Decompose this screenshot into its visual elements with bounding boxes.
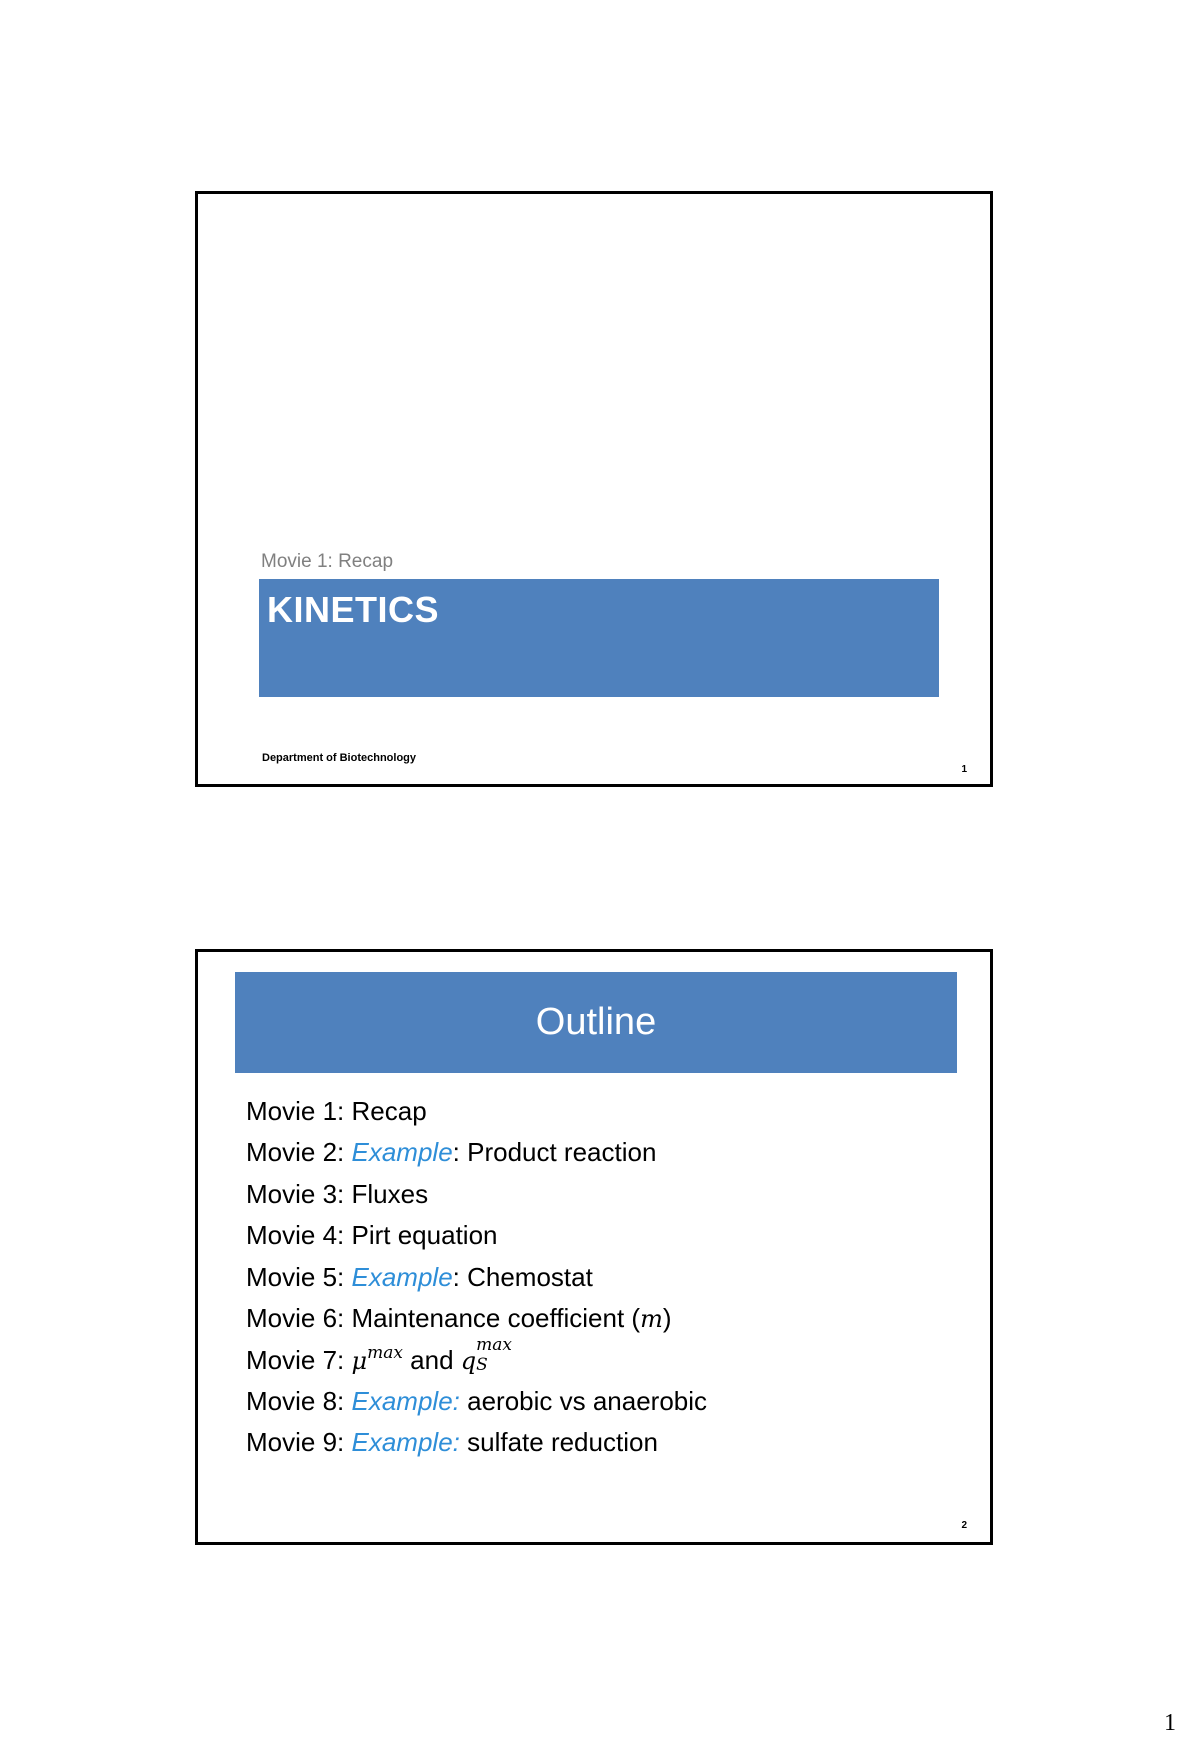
item-text: Recap (351, 1096, 427, 1126)
item-prefix: Movie 6: (246, 1302, 352, 1333)
item-prefix: Movie 5: (246, 1261, 352, 1292)
item-text: sulfate reduction (459, 1427, 658, 1458)
list-item (246, 1381, 707, 1422)
list-item (246, 1422, 707, 1463)
item-highlight: Example: (351, 1427, 460, 1458)
math-subscript: S (476, 1355, 488, 1376)
list-item (246, 1132, 707, 1173)
math-symbol: μ (351, 1347, 368, 1376)
slide-1 (195, 191, 993, 787)
item-text: ) (662, 1302, 672, 1333)
list-item (246, 1174, 707, 1215)
item-highlight: Example (351, 1261, 453, 1292)
item-text: Pirt equation (351, 1220, 498, 1251)
math-superscript: max (476, 1335, 512, 1356)
math-scripts (476, 1335, 512, 1376)
item-prefix: Movie 2: (246, 1137, 352, 1168)
item-prefix: Movie 1: (246, 1096, 352, 1126)
math-superscript: max (367, 1343, 403, 1364)
list-item (246, 1091, 707, 1132)
list-item (246, 1215, 707, 1256)
slide-title: Outline (535, 1001, 657, 1043)
item-text: and (402, 1345, 461, 1376)
item-text: Fluxes (351, 1178, 429, 1209)
item-prefix: Movie 4: (246, 1220, 352, 1251)
item-prefix: Movie 8: (246, 1385, 352, 1416)
page-number: 1 (1164, 1710, 1176, 1736)
title-banner (235, 972, 957, 1073)
item-prefix: Movie 7: (246, 1345, 352, 1376)
slide-title: KINETICS (267, 589, 440, 630)
item-text: Maintenance coefficient ( (351, 1302, 641, 1333)
title-banner (259, 579, 939, 697)
item-prefix: Movie 9: (246, 1427, 352, 1458)
list-item (246, 1257, 707, 1298)
item-highlight: Example (351, 1137, 453, 1168)
item-highlight: Example: (351, 1385, 460, 1416)
slide-footer: Department of Biotechnology (262, 752, 417, 764)
slide-number: 2 (961, 1520, 967, 1531)
item-text: aerobic vs anaerobic (459, 1385, 708, 1416)
slide-subtitle: Movie 1: Recap (261, 551, 394, 572)
item-text: : Product reaction (452, 1137, 657, 1168)
outline-list (246, 1091, 707, 1464)
slide-2 (195, 949, 993, 1545)
slide-number: 1 (961, 764, 967, 775)
item-prefix: Movie 3: (246, 1178, 352, 1209)
math-symbol: m (640, 1304, 663, 1333)
math-symbol: q (460, 1347, 477, 1376)
item-text: : Chemostat (452, 1261, 593, 1292)
list-item (246, 1335, 707, 1380)
